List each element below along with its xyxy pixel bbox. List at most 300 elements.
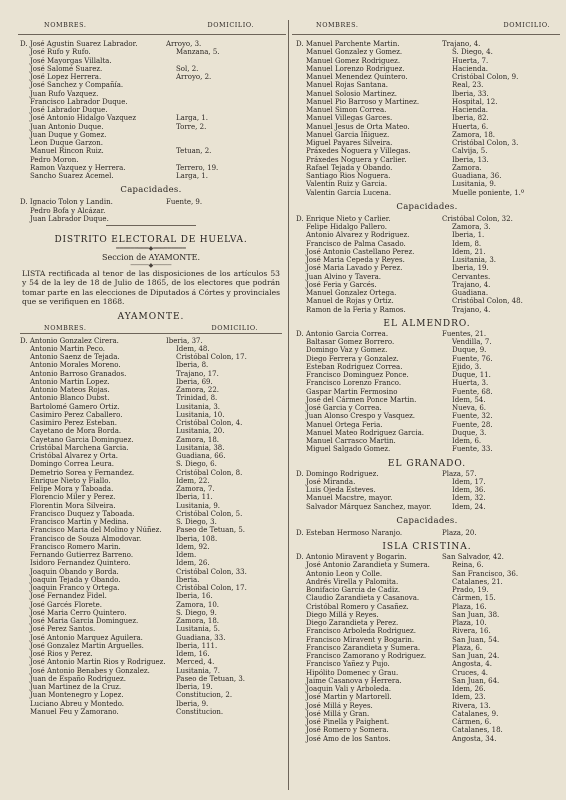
list-row <box>20 394 282 402</box>
elector-name: Francisco Zarandieta y Sumera. <box>306 643 421 652</box>
column-divider <box>288 20 289 790</box>
list-row <box>20 675 282 683</box>
list-row <box>20 460 282 468</box>
elector-name: José Mayorgas Villalta. <box>30 56 112 65</box>
elector-name: Valentin Garcia Lucena. <box>306 188 392 197</box>
section-subtitle: Seccion de AYAMONTE. <box>101 253 200 262</box>
elector-name: José Millá y Reyes. <box>306 701 373 710</box>
elector-domicile: Reina, 6. <box>452 561 484 570</box>
elector-domicile: Larga, 1. <box>176 114 208 123</box>
elector-domicile: Lusitania, 7. <box>176 666 221 675</box>
elector-domicile: Duque, 3. <box>452 428 487 437</box>
elector-name: José Antonio Benabes y Gonzalez. <box>30 666 150 675</box>
elector-name: Antonio Mateos Rojas. <box>30 386 110 395</box>
elector-name: Luciano Abreu y Montedo. <box>30 699 125 708</box>
list-row <box>296 603 558 611</box>
list-row <box>296 231 558 239</box>
elector-domicile: Plaza, 20. <box>442 528 477 537</box>
elector-name: Joaquin Obando y Borda. <box>30 567 119 576</box>
elector-name: Diego Ferrera y Gonzalez. <box>306 354 399 363</box>
list-row <box>20 444 282 452</box>
left-column-header <box>44 21 254 31</box>
ornament-rule: ─────◆───── <box>130 262 172 269</box>
elector-domicile: S. Diego, 9. <box>176 608 217 617</box>
right-column-header <box>316 21 550 31</box>
elector-name: Andrés Virella y Palomita. <box>306 577 399 586</box>
elector-name: Gaspar Martin Fermosino <box>306 387 398 396</box>
names-header: NOMBRES. <box>44 323 87 332</box>
list-description: LISTA rectificada al tenor de las disposiciones de los artículos 53 y 54 de la ley de 18 de Julio de 1865, de los electores que podrán tomar parte en las elecciones de Diputados á Córtes y provinciales que se verifiquen en 1868. <box>22 269 280 307</box>
elector-domicile: Catalanes, 9. <box>452 709 499 718</box>
elector-domicile: S. Diego, 3. <box>176 518 217 527</box>
elector-domicile: Merced, 4. <box>176 658 215 667</box>
elector-name: Antonio Blanco Dubst. <box>30 394 110 403</box>
section-title: Capacidades. <box>396 201 458 212</box>
list-row <box>20 147 282 155</box>
elector-name: Manuel Gonzalez y Gomez. <box>306 48 403 57</box>
list-row <box>296 735 558 743</box>
elector-domicile: Hacienda. <box>452 106 488 114</box>
elector-domicile: Cristóbal Colon, 48. <box>452 297 523 306</box>
list-row <box>20 40 282 48</box>
elector-name: Valentin Ruiz y Garcia. <box>306 180 388 189</box>
list-row <box>296 355 558 363</box>
elector-list <box>296 553 558 743</box>
elector-name: Cayetano de Mora Borda. <box>30 427 122 436</box>
list-row <box>296 693 558 701</box>
list-row <box>296 256 558 264</box>
elector-domicile: Huerta, 3. <box>452 379 489 388</box>
elector-name: José Maria Cepeda y Reyes. <box>306 256 405 264</box>
elector-name: José Amo de los Santos. <box>306 734 391 743</box>
list-row <box>296 396 558 404</box>
elector-list <box>296 330 558 454</box>
list-row <box>296 561 558 569</box>
elector-domicile: Cristóbal Colon, 9. <box>452 73 519 81</box>
list-row <box>20 215 282 223</box>
list-row <box>296 330 558 338</box>
list-row <box>296 48 558 56</box>
elector-name: José Maria Garcia Dominguez. <box>30 617 139 626</box>
elector-name: José del Cármen Ponce Martin. <box>306 395 417 404</box>
elector-name: D. Enrique Nieto y Carlier. <box>296 214 391 223</box>
list-row <box>296 73 558 81</box>
elector-domicile: Tetuan, 2. <box>176 147 212 156</box>
elector-name: D. Ignacio Tolon y Landin. <box>20 198 113 207</box>
list-row <box>296 65 558 73</box>
elector-name: Manuel Macstre, mayor. <box>306 494 393 503</box>
list-row <box>296 131 558 139</box>
list-row <box>296 578 558 586</box>
elector-name: D. Domingo Rodriguez. <box>296 469 379 478</box>
elector-domicile: Zamora. <box>452 163 482 172</box>
list-row <box>20 73 282 81</box>
elector-name: Francisco Dominguez Ponce. <box>306 371 409 379</box>
elector-name: Francisco Zamorano y Rodriguez. <box>306 652 427 660</box>
elector-domicile: Idem, 26. <box>452 685 486 693</box>
elector-domicile: Paseo de Tetuan, 5. <box>176 526 245 535</box>
elector-name: Florentin Mora Silveira. <box>30 501 116 510</box>
names-header: NOMBRES. <box>316 21 359 29</box>
list-row <box>296 379 558 387</box>
elector-domicile: Fuente, 32. <box>452 412 493 421</box>
elector-domicile: Fuente, 76. <box>452 354 493 363</box>
elector-domicile: Lusitania, 38. <box>176 443 225 452</box>
elector-domicile: Terrero, 19. <box>176 163 219 172</box>
list-row <box>20 411 282 419</box>
elector-name: Manuel Lorenzo Rodriguez. <box>306 64 405 73</box>
elector-name: Manuel Solosio Martinez. <box>306 89 397 98</box>
elector-domicile: Idem, 48. <box>176 344 210 353</box>
elector-domicile: Idem, 92. <box>176 542 210 551</box>
list-row <box>20 90 282 98</box>
elector-domicile: Iberia, 19. <box>452 264 489 273</box>
list-row <box>296 404 558 412</box>
elector-domicile <box>176 57 282 65</box>
elector-name: Salvador Márquez Sanchez, mayor. <box>306 502 432 511</box>
elector-domicile: Iberia. <box>176 575 200 584</box>
elector-domicile <box>176 215 282 223</box>
elector-domicile: Sol, 2. <box>176 64 199 73</box>
list-row <box>296 677 558 685</box>
elector-name: Felipe Mora y Taboada. <box>30 485 114 494</box>
list-row <box>296 619 558 627</box>
elector-domicile <box>176 156 282 164</box>
elector-name: D. Antonio Miravent y Bogarin. <box>296 553 407 561</box>
list-row <box>20 419 282 427</box>
elector-domicile: Cármen, 15. <box>452 594 496 603</box>
list-row <box>20 617 282 625</box>
elector-domicile: Idem, 22. <box>176 476 210 485</box>
elector-domicile: Trinidad, 8. <box>176 394 218 403</box>
elector-domicile <box>176 98 282 106</box>
elector-name: José Antonio Marquez Aguilera. <box>30 633 143 642</box>
elector-list <box>296 470 558 511</box>
elector-name: Ramon Vazquez y Herrera. <box>30 163 126 172</box>
list-row <box>20 57 282 65</box>
elector-domicile <box>176 139 282 147</box>
list-row <box>296 718 558 726</box>
elector-domicile: Muelle poniente, 1.º <box>452 188 525 197</box>
elector-domicile: Guadiana. <box>452 289 489 297</box>
elector-name: Juan Antonio Duque. <box>30 122 104 131</box>
elector-name: Ramon de la Feria y Ramos. <box>306 305 406 314</box>
elector-name: Francisco Lorenzo Franco. <box>306 379 402 388</box>
elector-name: Luis Ojeda Esteves. <box>306 486 376 494</box>
elector-name: Casimiro Perez Esteban. <box>30 419 118 428</box>
elector-domicile: Hacienda. <box>452 64 488 73</box>
domicile-header: DOMICILIO. <box>211 323 258 332</box>
elector-domicile: Idem, 32. <box>452 494 486 503</box>
elector-name: Diego Millá y Reyes. <box>306 610 379 619</box>
elector-name: Antonio Barroso Granados. <box>30 369 127 378</box>
elector-name: Juan Labrador Duque. <box>30 214 109 223</box>
elector-domicile: Idem, 16. <box>176 650 210 659</box>
list-row <box>20 370 282 378</box>
list-row <box>20 198 282 206</box>
list-row <box>296 81 558 89</box>
elector-name: Pedro Moron. <box>30 155 79 164</box>
list-row <box>20 172 282 180</box>
elector-list <box>20 40 282 180</box>
list-row <box>20 634 282 642</box>
list-row <box>20 114 282 122</box>
list-row <box>296 478 558 486</box>
elector-domicile: Arroyo, 2. <box>176 73 212 81</box>
list-row <box>20 708 282 716</box>
elector-name: José Miranda. <box>306 477 356 486</box>
list-row <box>296 139 558 147</box>
section-title: Capacidades. <box>120 185 182 196</box>
elector-name: Juan de Españo Rodriguez. <box>30 674 126 683</box>
list-row <box>296 306 558 314</box>
elector-name: Joaquin Franco y Ortega. <box>30 584 120 593</box>
elector-name: Antonio Martin Lopez. <box>30 377 110 386</box>
elector-name: Manuel Gomez Rodriguez. <box>306 56 401 65</box>
elector-domicile: Idem, 21. <box>452 247 486 256</box>
elector-name: Práxedes Noguera y Villegas. <box>306 147 411 156</box>
elector-domicile: Angosta, 4. <box>452 660 492 669</box>
list-row <box>296 371 558 379</box>
elector-name: José Sanchez y Compañía. <box>30 81 124 90</box>
elector-domicile: Angosta, 34. <box>452 734 497 743</box>
elector-domicile: Huerta, 6. <box>452 122 489 131</box>
elector-name: Antonio Morales Moreno. <box>30 361 121 370</box>
list-row <box>296 660 558 668</box>
list-row <box>296 421 558 429</box>
list-row <box>20 81 282 89</box>
elector-domicile: Larga, 1. <box>176 172 208 180</box>
list-row <box>20 658 282 666</box>
list-row <box>20 164 282 172</box>
elector-domicile: Huerta, 7. <box>452 56 489 65</box>
elector-name: Manuel Ortega Feria. <box>306 420 383 429</box>
elector-name: José Antonio Hidalgo Vazquez <box>30 114 137 123</box>
elector-name: José Feria y Garcés. <box>306 280 377 289</box>
list-row <box>296 248 558 256</box>
elector-name: Juan Rufo Vazquez. <box>30 89 99 98</box>
elector-domicile: Cristóbal Colon, 4. <box>176 419 243 428</box>
elector-domicile: Fuente, 68. <box>452 387 493 396</box>
elector-domicile: Idem, 23. <box>452 693 486 702</box>
list-row <box>20 601 282 609</box>
elector-name: Demetrio Sorea y Fernandez. <box>30 468 135 477</box>
elector-name: Juan Martinez de la Cruz. <box>30 683 122 692</box>
elector-domicile <box>176 131 282 139</box>
elector-name: Manuel de Rojas y Ortiz. <box>306 297 394 306</box>
elector-domicile: Calvija, 5. <box>452 147 488 156</box>
elector-domicile: Lusitania, 10. <box>176 410 225 419</box>
elector-name: Manuel Carrasco Martin. <box>306 437 396 445</box>
list-row <box>20 535 282 543</box>
list-row <box>20 650 282 658</box>
elector-name: Antonio Martin Peco. <box>30 344 106 353</box>
elector-domicile: Duque, 11. <box>452 371 491 379</box>
list-row <box>20 510 282 518</box>
elector-domicile: Fuente, 28. <box>452 420 493 429</box>
list-row <box>20 337 282 345</box>
elector-domicile: Plaza, 10. <box>452 619 487 627</box>
elector-name: Domingo Correa Leura. <box>30 460 114 469</box>
elector-domicile: Guadiana, 36. <box>452 172 502 180</box>
list-row <box>296 486 558 494</box>
list-row <box>20 625 282 633</box>
elector-name: José Millá y Gran. <box>306 709 370 718</box>
list-row <box>20 584 282 592</box>
elector-domicile: Hospital, 12. <box>452 97 498 106</box>
list-row <box>296 726 558 734</box>
elector-domicile: Zamora, 18. <box>176 435 219 444</box>
list-row <box>296 669 558 677</box>
elector-domicile: Plaza, 57. <box>442 469 477 478</box>
elector-domicile: Constitucion. <box>176 707 224 716</box>
list-row <box>20 683 282 691</box>
list-row <box>20 543 282 551</box>
town-title: AYAMONTE. <box>117 311 185 322</box>
elector-name: Juan Alonso Crespo y Vasquez. <box>306 412 416 421</box>
list-row <box>296 429 558 437</box>
list-row <box>296 289 558 297</box>
elector-name: Juan Montenegro y Lopez. <box>30 691 124 700</box>
elector-name: Manuel Rincon Ruiz. <box>30 147 104 156</box>
list-row <box>20 361 282 369</box>
elector-domicile: Trajano, 4. <box>442 40 481 48</box>
list-row <box>296 147 558 155</box>
elector-name: José Maria Cerro Quintero. <box>30 608 127 617</box>
list-row <box>296 445 558 453</box>
list-row <box>296 503 558 511</box>
list-row <box>296 40 558 48</box>
elector-list <box>20 198 282 223</box>
list-row <box>296 412 558 420</box>
elector-domicile: Trajano, 17. <box>176 369 219 378</box>
list-row <box>20 700 282 708</box>
elector-domicile: Nueva, 6. <box>452 404 487 412</box>
elector-name: José Romero y Somera. <box>306 726 389 735</box>
elector-domicile: S. Diego, 4. <box>452 48 493 57</box>
elector-name: Antonio Saenz de Tejada. <box>30 353 120 362</box>
elector-domicile <box>176 106 282 114</box>
elector-name: José Gonzalez Martin Arguelles. <box>30 641 144 650</box>
list-row <box>296 98 558 106</box>
list-row <box>20 592 282 600</box>
list-row <box>20 477 282 485</box>
elector-name: José Maria Lavado y Perez. <box>306 264 403 273</box>
list-row <box>296 164 558 172</box>
list-row <box>20 485 282 493</box>
list-row <box>20 436 282 444</box>
elector-domicile: Guadiana, 66. <box>176 452 226 461</box>
list-row <box>20 576 282 584</box>
list-row <box>20 98 282 106</box>
list-row <box>296 114 558 122</box>
elector-name: Manuel Gonzalez Ortega. <box>306 289 397 297</box>
elector-domicile: Iberia, 37. <box>166 336 203 345</box>
list-row <box>20 156 282 164</box>
elector-domicile: Idem, 24. <box>452 502 486 511</box>
list-row <box>20 378 282 386</box>
elector-name: José Perez Santos. <box>30 625 96 634</box>
list-row <box>20 48 282 56</box>
elector-domicile: Idem, 17. <box>452 477 486 486</box>
elector-name: Casimiro Perez Caballero. <box>30 410 123 419</box>
elector-name: Baltasar Gomez Borrero. <box>306 338 395 346</box>
elector-name: D. Antonio Garcia Correa. <box>296 329 389 338</box>
elector-name: Enrique Nieto y Fiallo. <box>30 476 111 485</box>
list-row <box>296 346 558 354</box>
list-row <box>20 131 282 139</box>
list-row <box>296 273 558 281</box>
elector-name: D. José Agustin Suarez Labrador. <box>20 40 138 48</box>
elector-domicile: Zamora, 3. <box>452 223 491 231</box>
elector-domicile: Rivera, 13. <box>452 701 491 710</box>
elector-domicile: Duque, 9. <box>452 346 487 355</box>
domicile-header: DOMICILIO. <box>503 21 550 29</box>
header-rule <box>18 34 286 35</box>
elector-domicile: Ejido, 3. <box>452 362 482 371</box>
list-row <box>20 345 282 353</box>
list-row <box>20 502 282 510</box>
elector-domicile: Iberia, 111. <box>176 641 218 650</box>
elector-name: Francisco Romero Marin. <box>30 542 121 551</box>
list-row <box>296 529 558 537</box>
list-row <box>20 386 282 394</box>
elector-name: José Salomé Suarez. <box>30 64 103 73</box>
elector-name: Cristóbal Romero y Casañez. <box>306 602 409 611</box>
elector-domicile: Iberia, 33. <box>452 89 489 98</box>
list-row <box>296 215 558 223</box>
elector-name: Jaime Casanova y Herrera. <box>306 676 402 685</box>
list-row <box>296 652 558 660</box>
elector-name: Francisco de Souza Almodovar. <box>30 534 142 543</box>
elector-domicile: Cristóbal Colon, 17. <box>176 353 247 362</box>
elector-name: Bartolomé Gamero Ortiz. <box>30 402 120 411</box>
list-row <box>20 526 282 534</box>
list-row <box>296 57 558 65</box>
elector-name: Sancho Suarez Acemel. <box>30 172 114 180</box>
elector-domicile: Cristóbal Colon, 3. <box>452 139 519 147</box>
list-row <box>20 518 282 526</box>
list-row <box>20 106 282 114</box>
town-title: EL GRANADO. <box>387 458 467 469</box>
elector-name: Práxedes Noguera y Carlier. <box>306 155 407 164</box>
elector-domicile: Rivera, 16. <box>452 627 491 636</box>
list-row <box>296 106 558 114</box>
elector-name: Manuel Villegas Garces. <box>306 114 393 123</box>
elector-domicile: Zamora, 7. <box>176 485 215 494</box>
elector-name: Francisco de Palma Casado. <box>306 239 406 248</box>
elector-name: Miguel Payares Silveira. <box>306 139 393 147</box>
elector-domicile: Cristóbal Colon, 5. <box>176 509 243 518</box>
section-title: Capacidades. <box>396 515 458 526</box>
elector-domicile <box>176 81 282 89</box>
domicile-header: DOMICILIO. <box>207 21 254 29</box>
elector-domicile: Iberia, 9. <box>176 699 209 708</box>
elector-domicile: Plaza, 16. <box>452 602 487 611</box>
elector-domicile: Plaza, 6. <box>452 643 483 652</box>
elector-name: Manuel Simon Correa. <box>306 106 387 114</box>
elector-name: Manuel Pio Barroso y Martinez. <box>306 97 420 106</box>
elector-domicile: Iberia, 13. <box>452 155 489 164</box>
list-row <box>296 156 558 164</box>
elector-domicile: Vendilla, 7. <box>452 338 492 346</box>
elector-name: Fernando Gutierrez Barreno. <box>30 551 134 560</box>
elector-name: Joaquin Vali y Arboleda. <box>306 685 391 693</box>
elector-domicile: Fuente, 9. <box>166 198 203 207</box>
list-row <box>20 427 282 435</box>
elector-name: José Pinella y Paighent. <box>306 718 390 726</box>
elector-domicile: Idem, 6. <box>452 437 482 445</box>
